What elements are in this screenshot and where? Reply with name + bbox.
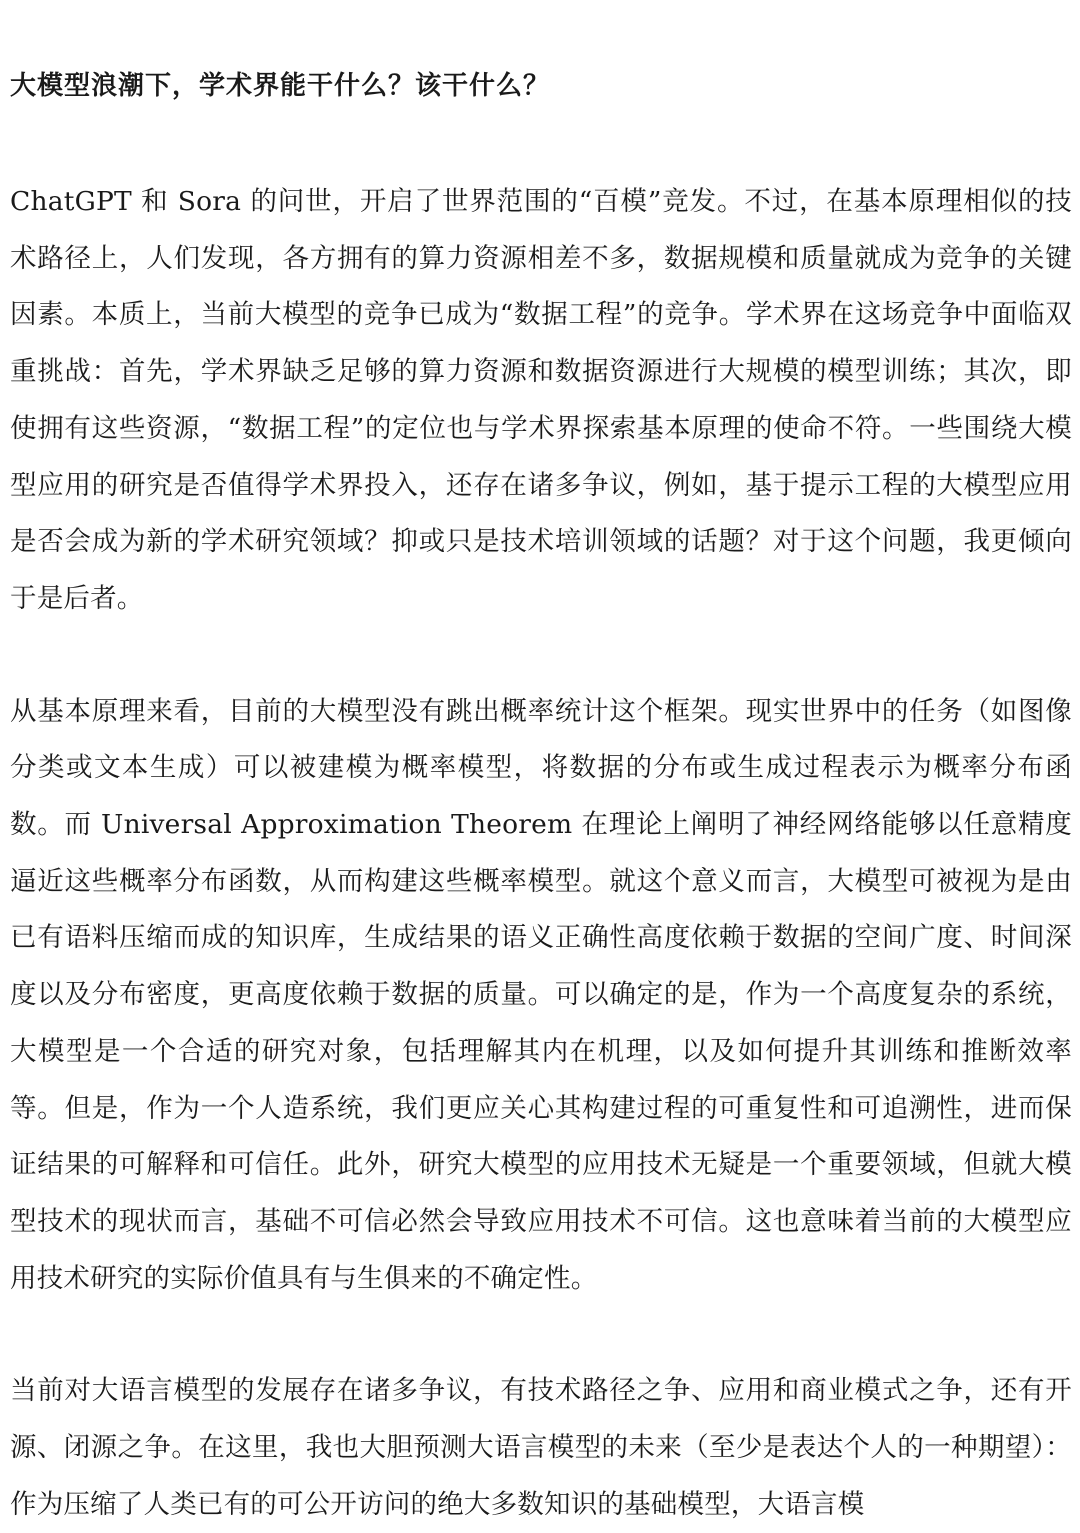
paragraph-3: 当前对大语言模型的发展存在诸多争议，有技术路径之争、应用和商业模式之争，还有开源、闭源之争。在这里，我也大胆预测大语言模型的未来（至少是表达个人的一种期望）：作为压缩了人类已有的可公开访问的绝大多数知识的基础模型，大语言模: [10, 1375, 1072, 1520]
article-title: 大模型浪潮下，学术界能干什么？该干什么？: [10, 71, 551, 101]
paragraph-1: ChatGPT 和 Sora 的问世，开启了世界范围的“百模”竞发。不过，在基本原理相似的技术路径上，人们发现，各方拥有的算力资源相差不多，数据规模和质量就成为竞争的关键因素。本质上，当前大模型的竞争已成为“数据工程”的竞争。学术界在这场竞争中面临双重挑战：首先，学术界缺乏足够的算力资源和数据资源进行大规模的模型训练；其次，即使拥有这些资源，“数据工程”的定位也与学术界探索基本原理的使命不符。一些围绕大模型应用的研究是否值得学术界投入，还存在诸多争议，例如，基于提示工程的大模型应用是否会成为新的学术研究领域？抑或只是技术培训领域的话题？对于这个问题，我更倾向于是后者。: [10, 186, 1072, 614]
paragraph-2: 从基本原理来看，目前的大模型没有跳出概率统计这个框架。现实世界中的任务（如图像分类或文本生成）可以被建模为概率模型，将数据的分布或生成过程表示为概率分布函数。而 Universal Approximation Theorem 在理论上阐明了神经网络能够以任意精度逼近这些概率分布函数，从而构建这些概率模型。就这个意义而言，大模型可被视为是由已有语料压缩而成的知识库，生成结果的语义正确性高度依赖于数据的空间广度、时间深度以及分布密度，更高度依赖于数据的质量。可以确定的是，作为一个高度复杂的系统，大模型是一个合适的研究对象，包括理解其内在机理，以及如何提升其训练和推断效率等。但是，作为一个人造系统，我们更应关心其构建过程的可重复性和可追溯性，进而保证结果的可解释和可信任。此外，研究大模型的应用技术无疑是一个重要领域，但就大模型技术的现状而言，基础不可信必然会导致应用技术不可信。这也意味着当前的大模型应用技术研究的实际价值具有与生俱来的不确定性。: [10, 695, 1072, 1294]
